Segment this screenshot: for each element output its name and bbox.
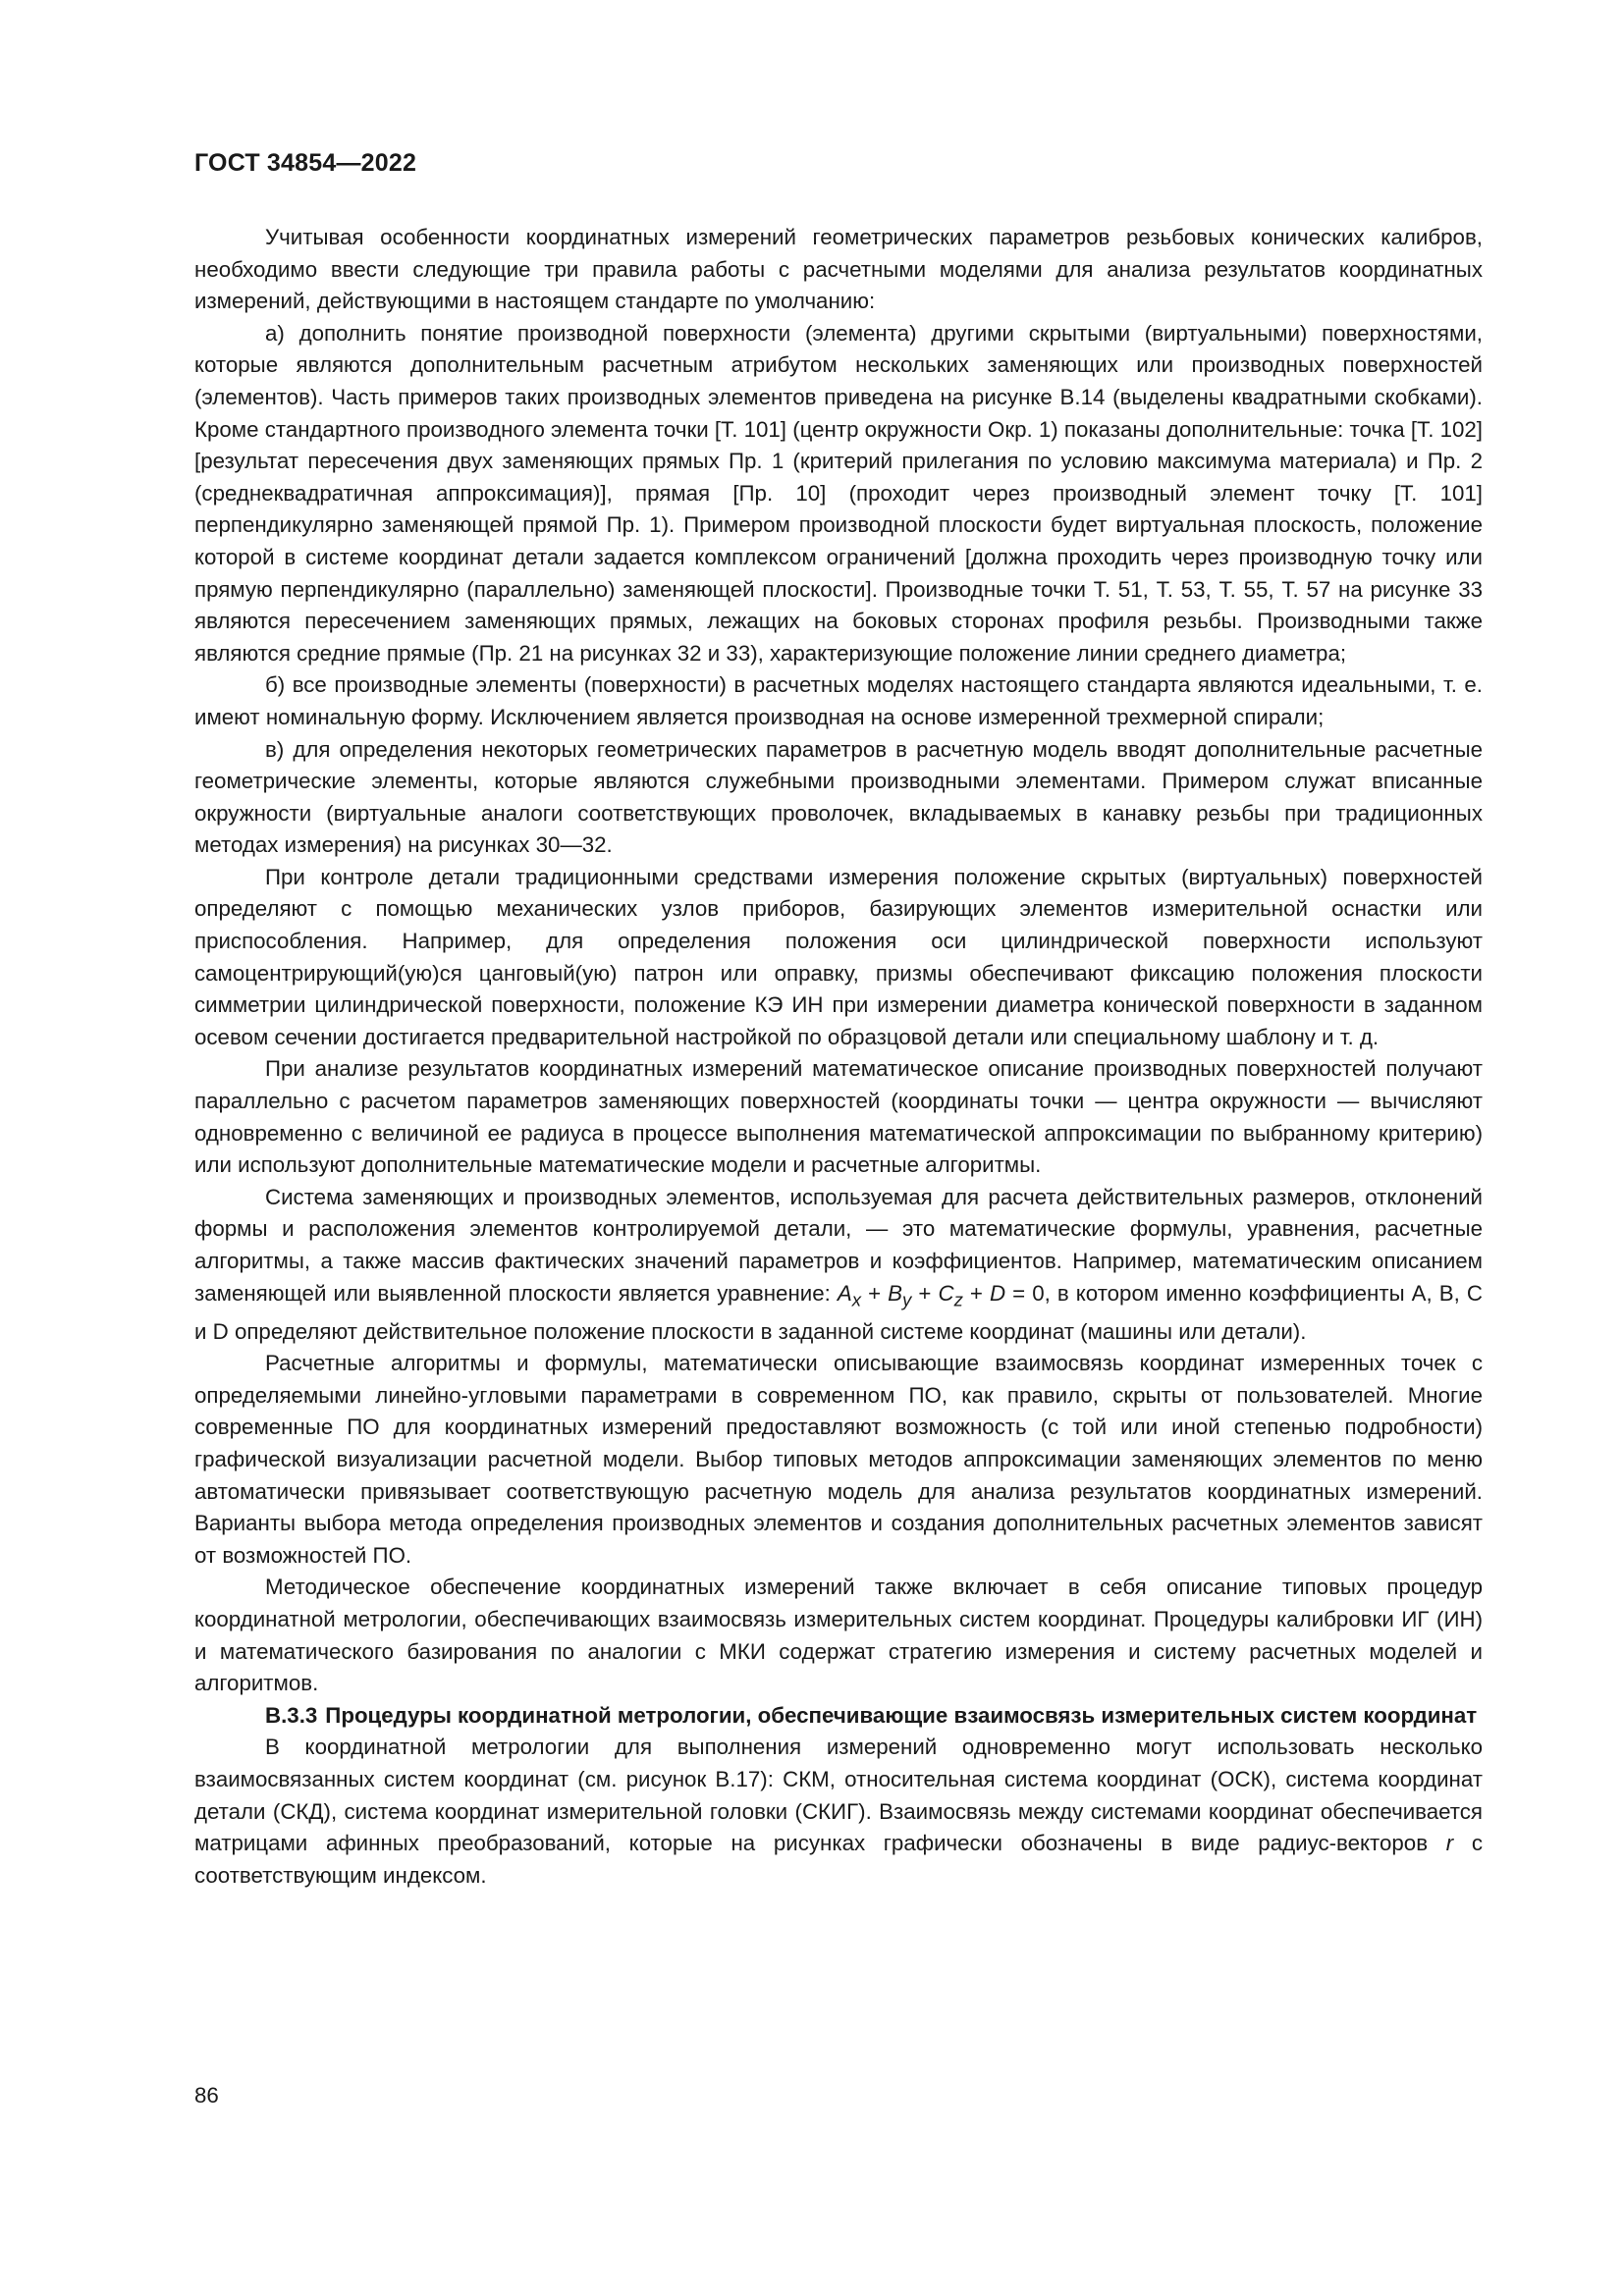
paragraph-text-part: В координатной метрологии для выполнения измерений одновременно могут использовать несколько взаимосвязанных систем координат (см. рисунок В.17): СКМ, относительная система координат (ОСК), система координат детали (СКД), система координат измерительной головки (СКИГ). Взаимосвязь между системами координат обеспечивается матрицами афинных преобразований, которые на рисунках графически обозначены в виде радиус-векторов xyxy=(194,1735,1483,1856)
document-body xyxy=(194,222,1483,1892)
paragraph-plane-equation xyxy=(194,1182,1483,1348)
paragraph-text-part: с соответствующим индексом. xyxy=(194,1831,1483,1888)
paragraph-traditional-control: При контроле детали традиционными средствами измерения положение скрытых (виртуальных) поверхностей определяют с помощью механических узлов приборов, базирующих элементов измерительной оснастки или приспособления. Например, для определения положения оси цилиндрической поверхности используют самоцентрирующий(ую)ся цанговый(ую) патрон или оправку, призмы обеспечивают фиксацию положения плоскости симметрии цилиндрической поверхности, положение КЭ ИН при измерении диаметра конической поверхности в заданном осевом сечении достигается предварительной настройкой по образцовой детали или специальному шаблону и т. д. xyxy=(194,864,1483,1049)
paragraph-text-part: , в котором именно коэффициенты А, В, С и D определяют действительное положение плоскости в заданной системе координат (машины или детали). xyxy=(194,1280,1483,1344)
paragraph-methodology: Методическое обеспечение координатных измерений также включает в себя описание типовых процедур координатной метрологии, обеспечивающих взаимосвязь измерительных систем координат. Процедуры калибровки ИГ (ИН) и математического базирования по аналогии с МКИ содержат стратегию измерения и систему расчетных моделей и алгоритмов. xyxy=(194,1575,1483,1696)
paragraph-algorithms: Расчетные алгоритмы и формулы, математически описывающие взаимосвязь координат измеренных точек с определяемыми линейно-угловыми параметрами в современном ПО, как правило, скрыты от пользователей. Многие современные ПО для координатных измерений предоставляют возможность (с той или иной степенью подробности) графической визуализации расчетной модели. Выбор типовых методов аппроксимации заменяющих элементов по меню автоматически привязывает соответствующую расчетную модель для анализа результатов координатных измерений. Варианты выбора метода определения производных элементов и создания дополнительных расчетных элементов зависят от возможностей ПО. xyxy=(194,1351,1483,1568)
paragraph-rule-b: б) все производные элементы (поверхности) в расчетных моделях настоящего стандарта являются идеальными, т. е. имеют номинальную форму. Исключением является производная на основе измеренной трехмерной спирали; xyxy=(194,672,1483,729)
paragraph-rule-c: в) для определения некоторых геометрических параметров в расчетную модель вводят дополнительные расчетные геометрические элементы, которые являются служебными производными элементами. Примером служат вписанные окружности (виртуальные аналоги соответствующих проволочек, вкладываемых в канавку резьбы при традиционных методах измерения) на рисунках 30—32. xyxy=(194,736,1483,858)
paragraph-rule-a: а) дополнить понятие производной поверхности (элемента) другими скрытыми (виртуальными) поверхностями, которые являются дополнительным расчетным атрибутом нескольких заменяющих или производных поверхностей (элементов). Часть примеров таких производных элементов приведена на рисунке В.14 (выделены квадратными скобками). Кроме стандартного производного элемента точки [Т. 101] (центр окружности Окр. 1) показаны дополнительные: точка [Т. 102] [результат пересечения двух заменяющих прямых Пр. 1 (критерий прилегания по условию максимума материала) и Пр. 2 (среднеквадратичная аппроксимация)], прямая [Пр. 10] (проходит через производный элемент точку [Т. 101] перпендикулярно заменяющей прямой Пр. 1). Примером производной плоскости будет виртуальная плоскость, положение которой в системе координат детали задается комплексом ограничений [должна проходить через производную точку или прямую перпендикулярно (параллельно) заменяющей плоскости]. Производные точки Т. 51, Т. 53, Т. 55, Т. 57 на рисунке 33 являются пересечением заменяющих прямых, лежащих на боковых сторонах профиля резьбы. Производными также являются средние прямые (Пр. 21 на рисунках 32 и 33), характеризующие положение линии среднего диаметра; xyxy=(194,320,1483,666)
section-title: Процедуры координатной метрологии, обеспечивающие взаимосвязь измерительных систем координат xyxy=(325,1702,1478,1728)
document-header: ГОСТ 34854—2022 xyxy=(194,149,417,177)
page-number: 86 xyxy=(194,2083,219,2108)
radius-vector-symbol: r xyxy=(1445,1831,1454,1856)
paragraph-coordinate-systems xyxy=(194,1732,1483,1892)
paragraph-intro: Учитывая особенности координатных измерений геометрических параметров резьбовых конических калибров, необходимо ввести следующие три правила работы с расчетными моделями для анализа результатов координатных измерений, действующими в настоящем стандарте по умолчанию: xyxy=(194,225,1483,314)
section-number: В.3.3 xyxy=(265,1702,318,1728)
section-heading xyxy=(194,1700,1483,1733)
paragraph-text-part: Система заменяющих и производных элементов, используемая для расчета действительных размеров, отклонений формы и расположения элементов контролируемой детали, — это математические формулы, уравнения, расчетные алгоритмы, а также массив фактических значений параметров и коэффициентов. Например, математическим описанием заменяющей или выявленной плоскости является уравнение: xyxy=(194,1184,1483,1306)
plane-equation: $A_x + B_y + C_z + D = 0$ xyxy=(837,1280,1045,1310)
paragraph-math-description: При анализе результатов координатных измерений математическое описание производных поверхностей получают параллельно с расчетом параметров заменяющих поверхностей (координаты точки — центра окружности — вычисляют одновременно с величиной ее радиуса в процессе выполнения математической аппроксимации по выбранному критерию) или используют дополнительные математические модели и расчетные алгоритмы. xyxy=(194,1056,1483,1178)
